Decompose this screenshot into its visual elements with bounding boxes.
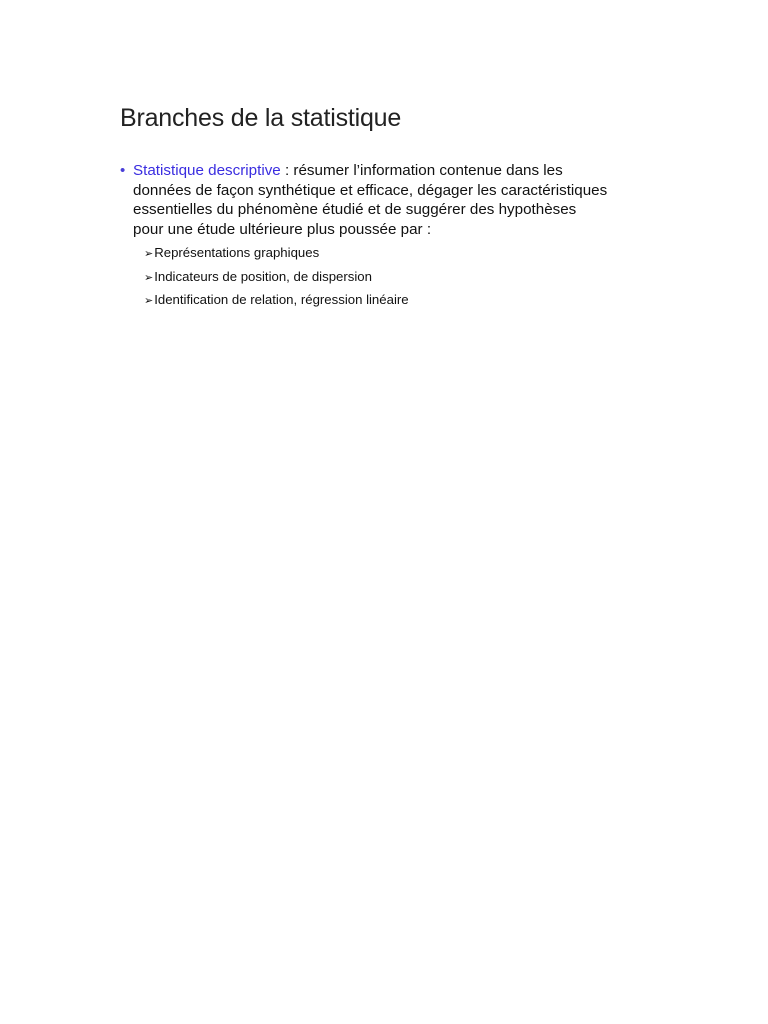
bullet-line-3: essentielles du phénomène étudié et de suggérer des hypothèses (133, 201, 577, 218)
bullet-marker: • (120, 162, 126, 179)
bullet-term: Statistique descriptive (133, 162, 281, 179)
bullet-line-1 (133, 161, 650, 181)
sub-item-representations (144, 242, 409, 266)
arrow-bullet-icon: ➢ (144, 248, 154, 260)
sub-item-label: Représentations graphiques (154, 245, 320, 260)
arrow-bullet-icon: ➢ (144, 295, 154, 307)
slide-title: Branches de la statistique (120, 104, 402, 132)
sub-item-indicateurs (144, 266, 409, 290)
sub-item-identification (144, 289, 409, 313)
bullet-line-4: pour une étude ultérieure plus poussée par : (133, 220, 432, 238)
bullet-paragraph (120, 161, 650, 239)
bullet-line-2: données de façon synthétique et efficace, dégager les caractéristiques (133, 181, 608, 199)
bullet-statistique-descriptive (120, 161, 650, 239)
sub-item-label: Identification de relation, régression linéaire (154, 292, 409, 307)
bullet-line-1-text: : résumer l’information contenue dans les (280, 162, 563, 179)
sub-item-label: Indicateurs de position, de dispersion (154, 268, 372, 284)
arrow-bullet-icon: ➢ (144, 271, 154, 284)
sub-bullet-list (144, 242, 409, 313)
